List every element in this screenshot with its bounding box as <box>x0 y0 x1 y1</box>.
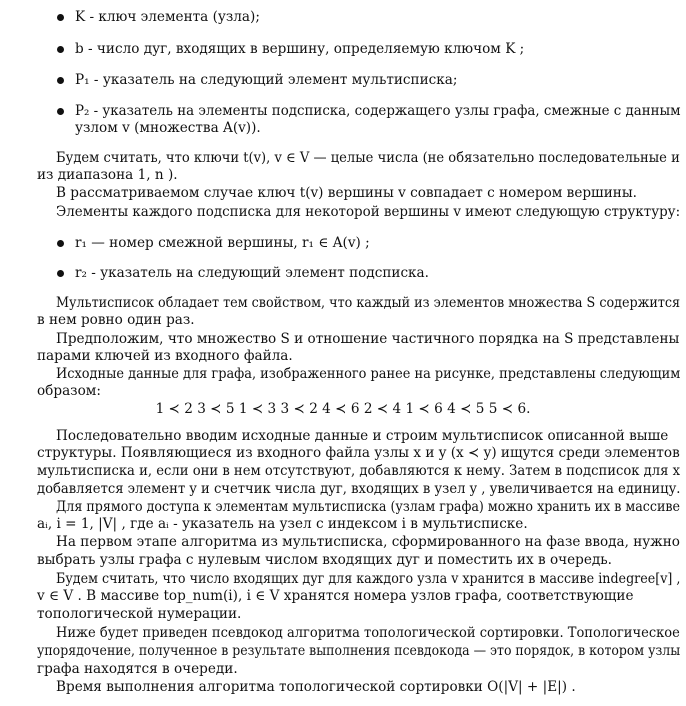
list-item: r₂ - указатель на следующий элемент подсписка. <box>75 265 429 281</box>
paragraph-line: Элементы каждого подсписка для некоторой вершины v имеют следующую структуру: <box>56 204 681 220</box>
paragraph-line: структуры. Появляющиеся из входного файла узлы x и y (x ≺ y) ищутся среди элементов <box>37 445 680 461</box>
list-item: P₁ - указатель на следующий элемент мультисписка; <box>75 72 458 88</box>
paragraph-line: v ∈ V . В массиве top_num(i), i ∈ V хранятся номера узлов графа, соответствующие <box>37 588 634 604</box>
paragraph-line: выбрать узлы графа с нулевым числом входящих дуг и поместить их в очередь. <box>37 552 613 568</box>
paragraph-line: aᵢ, i = 1, |V| , где aᵢ - указатель на узел с индексом i в мультисписке. <box>37 516 528 532</box>
paragraph-line: упорядочение, полученное в результате выполнения псевдокода — это порядок, в котором узлы <box>37 643 681 659</box>
bullet-icon <box>57 14 64 21</box>
paragraph-line: Будем считать, что число входящих дуг для каждого узла v хранится в массиве indegree[v] , <box>56 571 681 587</box>
paragraph-line: В рассматриваемом случае ключ t(v) вершины v совпадает с номером вершины. <box>56 185 637 201</box>
paragraph-line: образом: <box>37 383 101 399</box>
paragraph-line: Ниже будет приведен псевдокод алгоритма топологической сортировки. Топологическое <box>56 625 680 641</box>
list-item: r₁ — номер смежной вершины, r₁ ∈ A(v) ; <box>75 235 370 251</box>
paragraph-line: графа находятся в очереди. <box>37 661 238 677</box>
list-item: K - ключ элемента (узла); <box>75 9 260 25</box>
list-item: b - число дуг, входящих в вершину, определяемую ключом K ; <box>75 41 525 57</box>
paragraph-line: Время выполнения алгоритма топологической сортировки O(|V| + |E|) . <box>56 679 576 695</box>
paragraph-line: добавляется элемент y и счетчик числа дуг, входящих в узел y , увеличивается на единицу. <box>37 481 681 497</box>
paragraph-line: Будем считать, что ключи t(v), v ∈ V — целые числа (не обязательно последовательные и <box>56 150 680 166</box>
paragraph-line: На первом этапе алгоритма из мультисписка, сформированного на фазе ввода, нужно <box>56 534 680 550</box>
list-item-continuation: узлом v (множества A(v)). <box>75 120 261 136</box>
paragraph-line: топологической нумерации. <box>37 606 242 622</box>
paragraph-line: из диапазона 1, n ). <box>37 167 178 183</box>
paragraph-line: в нем ровно один раз. <box>37 312 195 328</box>
bullet-icon <box>57 46 64 53</box>
bullet-icon <box>57 240 64 247</box>
paragraph-line: Исходные данные для графа, изображенного ранее на рисунке, представлены следующим <box>56 366 681 382</box>
paragraph-line: мультисписка и, если они в нем отсутствуют, добавляются к нему. Затем в подсписок для x <box>37 463 681 479</box>
paragraph-line: Мультисписок обладает тем свойством, что каждый из элементов множества S содержится <box>56 295 681 311</box>
paragraph-line: Предположим, что множество S и отношение частичного порядка на S представлены <box>56 331 680 347</box>
key-pairs-formula: 1 ≺ 2 3 ≺ 5 1 ≺ 3 3 ≺ 2 4 ≺ 6 2 ≺ 4 1 ≺ 6 4 ≺ 5 5 ≺ 6. <box>155 401 531 417</box>
bullet-icon <box>57 77 64 84</box>
paragraph-line: Для прямого доступа к элементам мультисписка (узлам графа) можно хранить их в массиве <box>56 499 681 515</box>
paragraph-line: парами ключей из входного файла. <box>37 348 293 364</box>
bullet-icon <box>57 270 64 277</box>
paragraph-line: Последовательно вводим исходные данные и строим мультисписок описанной выше <box>56 428 669 444</box>
list-item: P₂ - указатель на элементы подсписка, содержащего узлы графа, смежные с данным <box>75 103 681 119</box>
bullet-icon <box>57 108 64 115</box>
